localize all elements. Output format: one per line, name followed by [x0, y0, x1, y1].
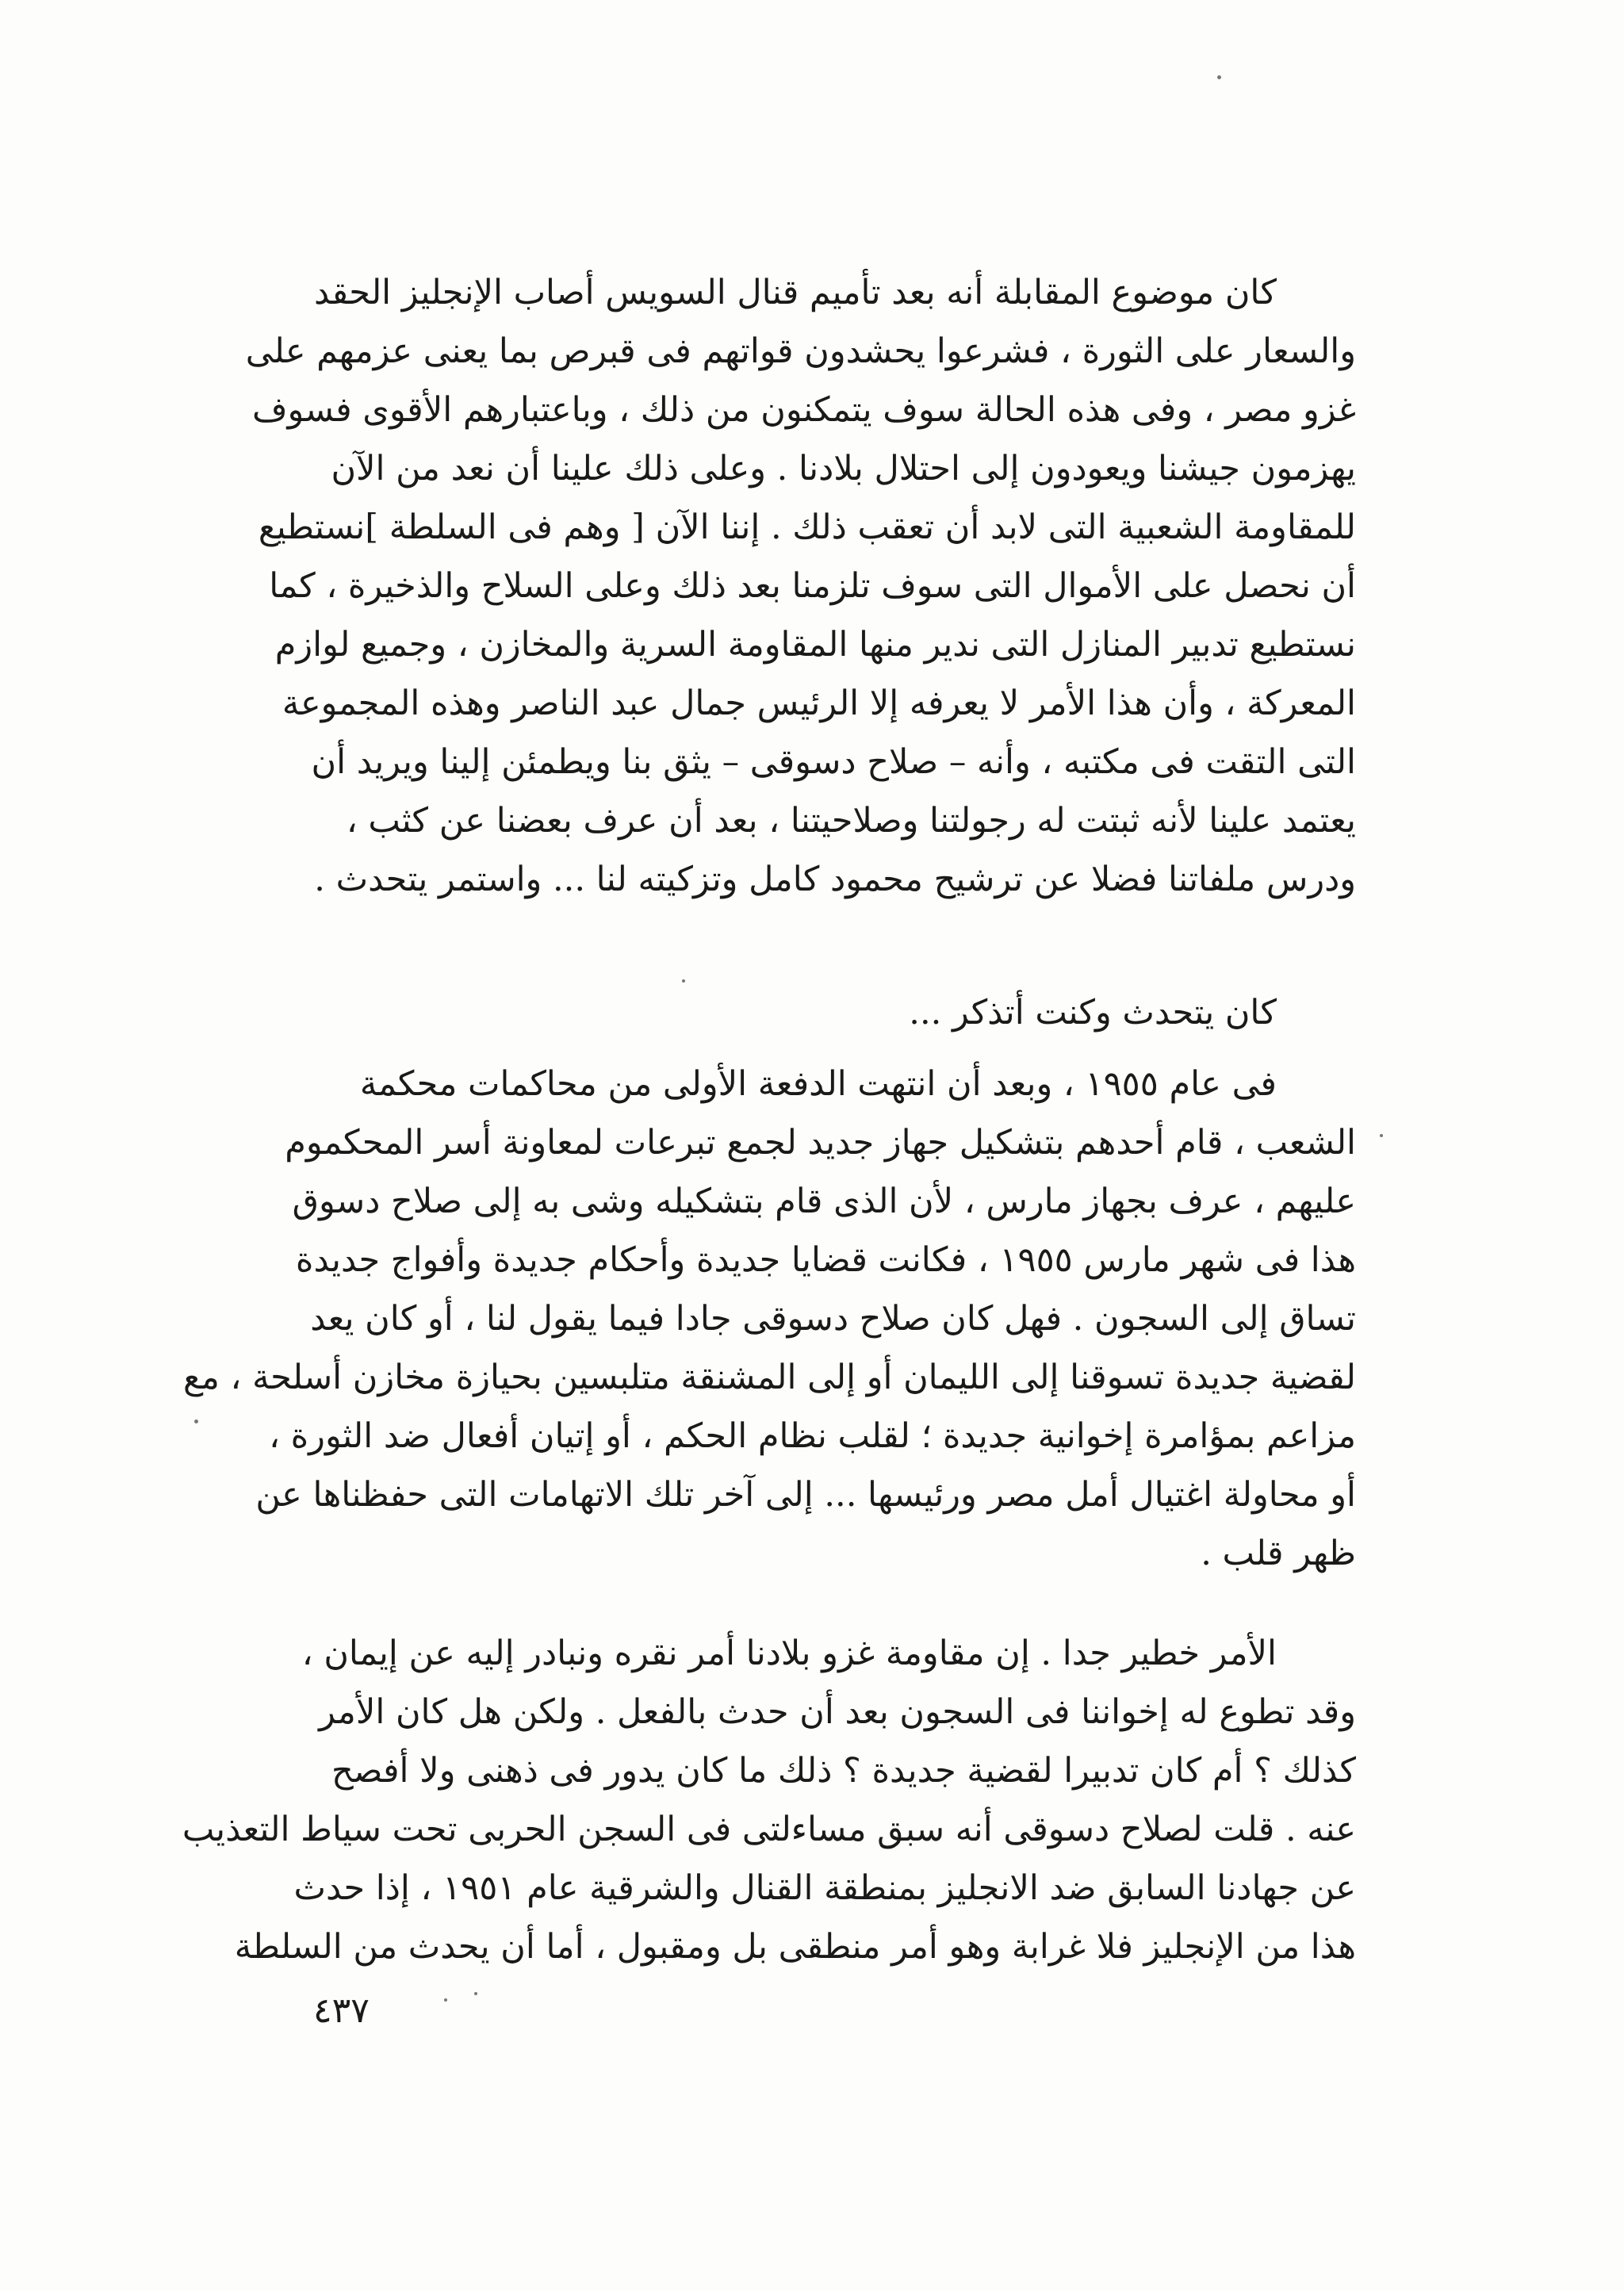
scan-speck — [1217, 75, 1221, 79]
text-line: التى التقت فى مكتبه ، وأنه – صلاح دسوقى – يثق بنا ويطمئن إلينا ويريد أن — [311, 742, 1356, 782]
scan-speck — [682, 979, 685, 983]
text-line: ودرس ملفاتنا فضلا عن ترشيح محمود كامل وتزكيته لنا ... واستمر يتحدث . — [314, 860, 1356, 899]
text-line: الأمر خطير جدا . إن مقاومة غزو بلادنا أمر نقره ونبادر إليه عن إيمان ، — [301, 1634, 1277, 1673]
text-line: تساق إلى السجون . فهل كان صلاح دسوقى جادا فيما يقول لنا ، أو كان يعد — [310, 1299, 1356, 1339]
paragraph-3 — [182, 1055, 1356, 1583]
text-line: فى عام ١٩٥٥ ، وبعد أن انتهت الدفعة الأولى من محاكمات محكمة — [359, 1064, 1277, 1104]
text-line: ظهر قلب . — [1201, 1534, 1356, 1573]
text-line: عن جهادنا السابق ضد الانجليز بمنطقة القنال والشرقية عام ١٩٥١ ، إذا حدث — [293, 1868, 1356, 1908]
page-number: ٤٣٧ — [313, 1990, 370, 2031]
text-line: لقضية جديدة تسوقنا إلى الليمان أو إلى المشنقة متلبسين بحيازة مخازن أسلحة ، مع — [182, 1358, 1356, 1397]
paragraph-1 — [245, 263, 1356, 909]
text-line: عنه . قلت لصلاح دسوقى أنه سبق مساءلتى فى السجن الحربى تحت سياط التعذيب — [182, 1810, 1356, 1849]
text-line: أن نحصل على الأموال التى سوف تلزمنا بعد ذلك وعلى السلاح والذخيرة ، كما — [269, 566, 1356, 606]
text-line: نستطيع تدبير المنازل التى ندير منها المقاومة السرية والمخازن ، وجميع لوازم — [274, 625, 1356, 665]
text-line: وقد تطوع له إخواننا فى السجون بعد أن حدث بالفعل . ولكن هل كان الأمر — [319, 1692, 1356, 1732]
text-line: هذا من الإنجليز فلا غرابة وهو أمر منطقى بل ومقبول ، أما أن يحدث من السلطة — [234, 1927, 1356, 1967]
text-line: كذلك ؟ أم كان تدبيرا لقضية جديدة ؟ ذلك ما كان يدور فى ذهنى ولا أفصح — [331, 1751, 1356, 1791]
text-line: عليهم ، عرف بجهاز مارس ، لأن الذى قام بتشكيله وشى به إلى صلاح دسوق — [292, 1182, 1356, 1221]
text-line: هذا فى شهر مارس ١٩٥٥ ، فكانت قضايا جديدة وأحكام جديدة وأفواج جديدة — [295, 1240, 1356, 1280]
scan-speck — [474, 1992, 477, 1995]
text-line: الشعب ، قام أحدهم بتشكيل جهاز جديد لجمع تبرعات لمعاونة أسر المحكموم — [285, 1123, 1356, 1163]
paragraph-4 — [182, 1624, 1356, 1976]
scan-speck — [444, 1998, 447, 2002]
scan-speck — [1380, 1134, 1383, 1137]
text-line: كان يتحدث وكنت أتذكر ... — [909, 993, 1277, 1032]
scan-speck — [194, 1419, 198, 1423]
text-line: غزو مصر ، وفى هذه الحالة سوف يتمكنون من ذلك ، وباعتبارهم الأقوى فسوف — [251, 390, 1356, 430]
text-line: كان موضوع المقابلة أنه بعد تأميم قنال السويس أصاب الإنجليز الحقد — [313, 273, 1277, 312]
text-line: يعتمد علينا لأنه ثبتت له رجولتنا وصلاحيتنا ، بعد أن عرف بعضنا عن كثب ، — [346, 801, 1356, 841]
text-line: والسعار على الثورة ، فشرعوا يحشدون قواتهم فى قبرص بما يعنى عزمهم على — [245, 331, 1356, 371]
text-line: يهزمون جيشنا ويعودون إلى احتلال بلادنا . وعلى ذلك علينا أن نعد من الآن — [331, 449, 1356, 488]
text-line: للمقاومة الشعبية التى لابد أن تعقب ذلك . إننا الآن [ وهم فى السلطة ]نستطيع — [258, 508, 1356, 547]
text-line: المعركة ، وأن هذا الأمر لا يعرفه إلا الرئيس جمال عبد الناصر وهذه المجموعة — [282, 684, 1356, 723]
paragraph-2 — [313, 983, 1356, 1042]
text-line: مزاعم بمؤامرة إخوانية جديدة ؛ لقلب نظام الحكم ، أو إتيان أفعال ضد الثورة ، — [269, 1416, 1356, 1456]
text-line: أو محاولة اغتيال أمل مصر ورئيسها ... إلى آخر تلك الاتهامات التى حفظناها عن — [255, 1475, 1356, 1515]
